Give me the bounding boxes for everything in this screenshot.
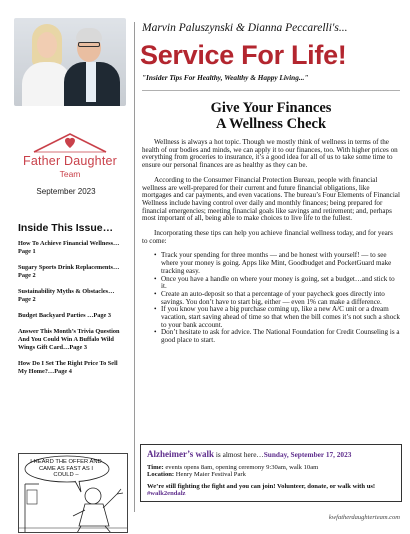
article-body bbox=[142, 139, 400, 345]
logo-line1: Father Daughter bbox=[22, 154, 118, 168]
column-divider bbox=[134, 22, 135, 512]
toc-item: Answer This Month’s Trivia Question And You Could Win A Buffalo Wild Wings Gift Card…Page 3 bbox=[18, 328, 120, 351]
toc-item: How Do I Set The Right Price To Sell My Home?…Page 4 bbox=[18, 360, 118, 375]
location-label: Location: bbox=[147, 471, 175, 479]
event-cta-text: We’re still fighting the fight and you can join! Volunteer, donate, or walk with us! bbox=[147, 482, 376, 490]
toc-item: How To Achieve Financial Wellness…Page 1 bbox=[18, 240, 120, 255]
list-item: • Don’t hesitate to ask for advice. The National Foundation for Credit Counseling is a good place to start. bbox=[154, 329, 400, 344]
list-item: • If you know you have a big purchase coming up, like a new A/C unit or a dream vacation, start saving ahead of time so that when the bill comes it’s not such a shock to your bank account. bbox=[154, 306, 400, 329]
header-rule bbox=[142, 90, 400, 91]
author-names: Marvin Paluszynski & Dianna Peccarelli's... bbox=[142, 22, 348, 34]
list-item: • Create an auto-deposit so that a percentage of your paycheck goes directly into savings. You don’t have to start big, either — even 1% can make a difference. bbox=[154, 291, 400, 306]
table-of-contents bbox=[18, 240, 126, 384]
article-paragraph: Incorporating these tips can help you achieve financial wellness today, and for years to come: bbox=[142, 229, 393, 245]
event-cta bbox=[147, 483, 395, 498]
cartoon-caption: I HEARD THE OFFER AND CAME AS FAST AS I COULD – bbox=[30, 459, 102, 478]
event-mid: is almost here… bbox=[214, 450, 264, 459]
article-title-line2: A Wellness Check bbox=[215, 116, 327, 132]
list-item: • Track your spending for three months — and be honest with yourself! — to see where your money is going. Apps like Mint, Goodbudget and PocketGuard make tracking easy. bbox=[154, 252, 400, 275]
team-photo bbox=[14, 18, 126, 106]
list-item: • Once you have a handle on where your money is going, set a budget…and stick to it. bbox=[154, 276, 400, 291]
event-headline bbox=[147, 449, 395, 459]
newsletter-title: Service For Life! bbox=[140, 40, 347, 70]
location-text: Henry Maier Festival Park bbox=[174, 471, 246, 479]
article-paragraph: Wellness is always a hot topic. Though we mostly think of wellness in terms of the health of our bodies and minds, we can apply it to our finances, too. With higher prices on everything from groceries to insurance, it’s a good idea for all of us to take some time to ensure our personal finances are as healthy as they can be. bbox=[142, 138, 398, 170]
event-name: Alzheimer’s walk bbox=[147, 449, 215, 459]
inside-this-issue-heading: Inside This Issue… bbox=[18, 222, 114, 234]
toc-item: Sustainability Myths & Obstacles…Page 2 bbox=[18, 288, 115, 303]
event-details bbox=[147, 464, 395, 479]
cartoon bbox=[18, 453, 128, 533]
time-text: events opens 8am, opening ceremony 9:30am, walk 10am bbox=[163, 464, 319, 471]
article-paragraph: According to the Consumer Financial Protection Bureau, people with financial wellness are well-prepared for their current and future financial obligations, like mortgages and car payments, and even vacations. The bureau’s Four Elements of Financial Wellness include having control over daily and monthly finances; being prepared for financial emergencies; meeting financial goals like savings and retirement; and, perhaps most important of all, being able to make choices to live life to the fullest. bbox=[142, 175, 400, 223]
website-footer[interactable]: kwfatherdaughterteam.com bbox=[328, 514, 400, 521]
issue-date: September 2023 bbox=[36, 187, 96, 196]
event-date: Sunday, September 17, 2023 bbox=[263, 450, 352, 459]
article-title bbox=[142, 100, 400, 132]
logo-line2: Team bbox=[59, 169, 81, 179]
event-box bbox=[140, 444, 402, 502]
newsletter-tagline: "Insider Tips For Healthy, Wealthy & Happy Living..." bbox=[142, 73, 309, 82]
time-label: Time: bbox=[147, 464, 164, 471]
tips-list bbox=[154, 252, 400, 344]
toc-item: Budget Backyard Parties …Page 3 bbox=[18, 312, 112, 319]
father-daughter-team-logo bbox=[14, 126, 126, 184]
house-heart-icon bbox=[14, 126, 126, 156]
sidebar bbox=[0, 0, 132, 534]
toc-item: Sugary Sports Drink Replacements…Page 2 bbox=[18, 264, 120, 279]
event-hashtag[interactable]: #walk2endalz bbox=[147, 490, 186, 498]
article-title-line1: Give Your Finances bbox=[210, 100, 332, 116]
